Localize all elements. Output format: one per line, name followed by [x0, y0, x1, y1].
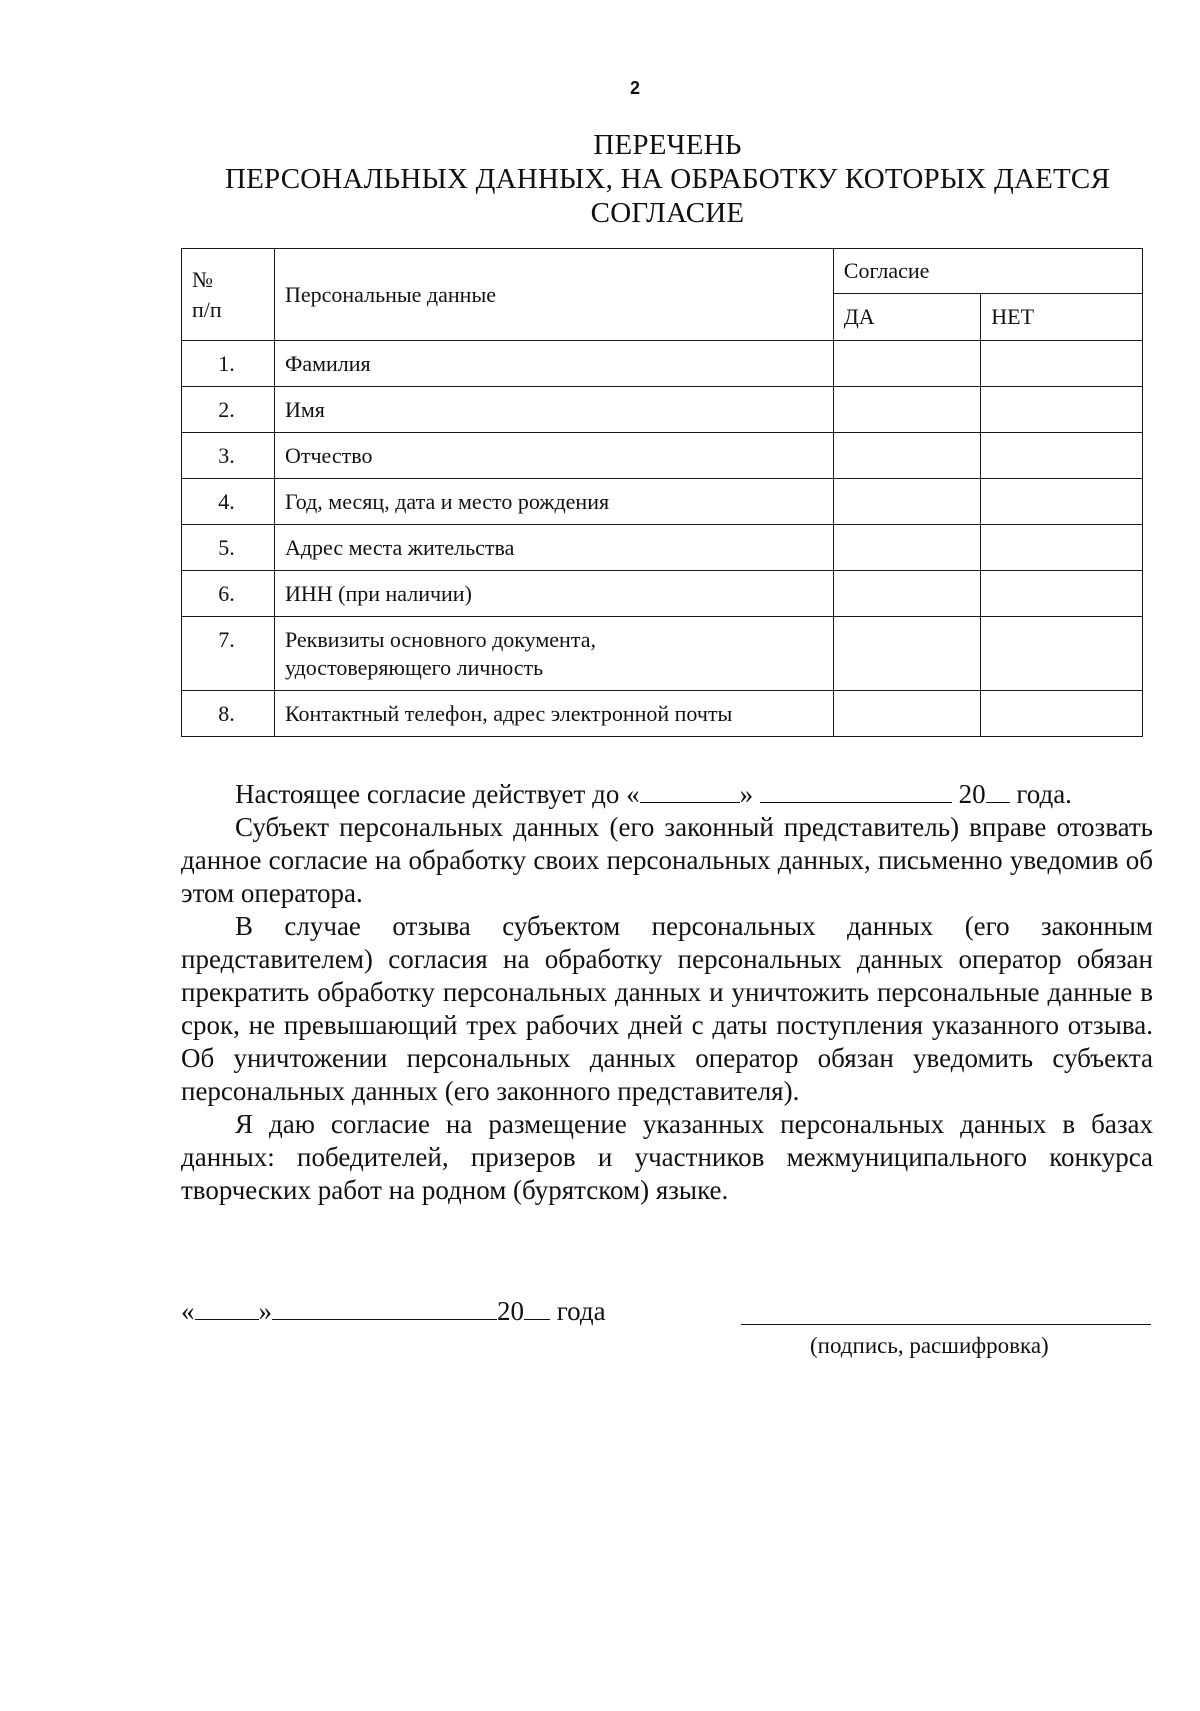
row-label: Имя [274, 387, 833, 433]
table-row [182, 479, 1143, 525]
row-number: 2. [182, 387, 275, 433]
no-cell[interactable] [981, 617, 1143, 691]
header-number: № п/п [182, 249, 275, 341]
revocation-paragraph: Субъект персональных данных (его законный представитель) вправе отозвать данное согласие на обработку своих персональных данных, письменно уведомив об этом оператора. [181, 812, 1153, 908]
signature-year-field[interactable] [524, 1297, 550, 1320]
header-no: НЕТ [981, 294, 1143, 341]
table-row [182, 691, 1143, 737]
table-row [182, 341, 1143, 387]
table-row [182, 617, 1143, 691]
no-cell[interactable] [981, 691, 1143, 737]
no-cell[interactable] [981, 571, 1143, 617]
row-label: Фамилия [274, 341, 833, 387]
document-title [180, 128, 1155, 230]
validity-month-field[interactable] [760, 780, 952, 803]
yes-cell[interactable] [833, 617, 981, 691]
database-consent-paragraph: Я даю согласие на размещение указанных персональных данных в базах данных: победителей, призеров и участников межмуниципального конкурса творческих работ на родном (бурятском) языке. [181, 1109, 1153, 1205]
row-number: 5. [182, 525, 275, 571]
signature-month-field[interactable] [272, 1297, 497, 1320]
row-number: 4. [182, 479, 275, 525]
personal-data-table [181, 248, 1143, 737]
signature-date: « » 20 года [181, 1296, 606, 1326]
header-yes: ДА [833, 294, 981, 341]
yes-cell[interactable] [833, 387, 981, 433]
signature-day-field[interactable] [195, 1297, 259, 1320]
row-label: Реквизиты основного документа, удостоверяющего личность [274, 617, 833, 691]
table-header-row [182, 249, 1143, 294]
signature-field[interactable] [741, 1324, 1151, 1325]
signature-row [181, 1296, 1156, 1336]
revocation-case-paragraph: В случае отзыва субъектом персональных данных (его законным представителем) согласия на обработку персональных данных оператор обязан прекратить обработку персональных данных и уничтожить персональные данные в срок, не превышающий трех рабочих дней с даты поступления указанного отзыва. Об уничтожении персональных данных оператор обязан уведомить субъекта персональных данных (его законного представителя). [181, 911, 1153, 1106]
header-personal-data: Персональные данные [274, 249, 833, 341]
validity-line: Настоящее согласие действует до « » 20 года. [235, 779, 1072, 809]
no-cell[interactable] [981, 433, 1143, 479]
no-cell[interactable] [981, 479, 1143, 525]
page-number: 2 [629, 78, 640, 98]
validity-year-field[interactable] [986, 780, 1010, 803]
table-row [182, 525, 1143, 571]
row-label: Контактный телефон, адрес электронной почты [274, 691, 833, 737]
row-number: 7. [182, 617, 275, 691]
row-label: ИНН (при наличии) [274, 571, 833, 617]
signature-caption: (подпись, расшифровка) [810, 1333, 1049, 1358]
yes-cell[interactable] [833, 571, 981, 617]
title-line-1: ПЕРЕЧЕНЬ [593, 129, 742, 161]
yes-cell[interactable] [833, 479, 981, 525]
no-cell[interactable] [981, 341, 1143, 387]
no-cell[interactable] [981, 525, 1143, 571]
validity-day-field[interactable] [640, 780, 740, 803]
yes-cell[interactable] [833, 691, 981, 737]
yes-cell[interactable] [833, 525, 981, 571]
no-cell[interactable] [981, 387, 1143, 433]
yes-cell[interactable] [833, 433, 981, 479]
table-row [182, 571, 1143, 617]
row-number: 8. [182, 691, 275, 737]
table-row [182, 387, 1143, 433]
title-line-2: ПЕРСОНАЛЬНЫХ ДАННЫХ, НА ОБРАБОТКУ КОТОРЫХ ДАЕТСЯ [224, 163, 1111, 195]
row-number: 3. [182, 433, 275, 479]
row-number: 6. [182, 571, 275, 617]
header-consent: Согласие [833, 249, 1142, 294]
title-line-3: СОГЛАСИЕ [590, 197, 745, 229]
row-label: Отчество [274, 433, 833, 479]
table-row [182, 433, 1143, 479]
row-label: Год, месяц, дата и место рождения [274, 479, 833, 525]
row-number: 1. [182, 341, 275, 387]
yes-cell[interactable] [833, 341, 981, 387]
consent-text [181, 778, 1153, 1207]
row-label: Адрес места жительства [274, 525, 833, 571]
